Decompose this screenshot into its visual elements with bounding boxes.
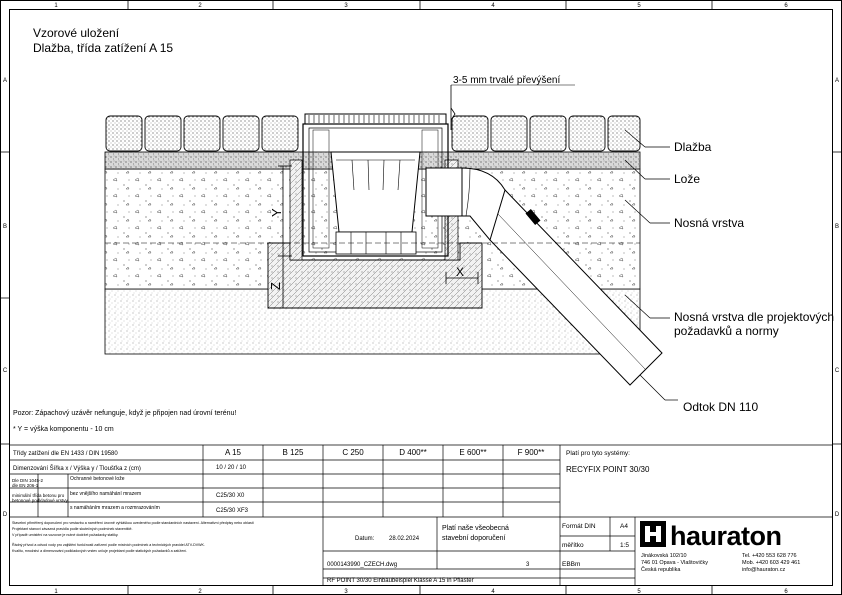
applies-line-2: stavební doporučení [442,535,506,542]
load-class-f900: F 900** [517,448,545,457]
address-line: Česká republika [641,567,681,573]
system-name: RECYFIX POINT 30/30 [566,465,650,474]
row-dims-value: 10 / 20 / 10 [216,465,247,471]
col-label: 3 [344,3,348,9]
row-label: A [2,78,8,84]
row-concrete-a: Ochranné betonové lože [70,476,125,482]
cross-section [105,75,834,414]
format-label: Formát DIN [562,523,596,530]
disclaimer [12,521,254,553]
row-label: C [834,368,840,374]
row-label: D [2,512,8,518]
note-warning: Pozor: Zápachový uzávěr nefunguje, když je připojen nad úrovní terénu! [13,410,237,417]
note-y-definition: * Y = výška komponentu - 10 cm [13,426,114,433]
row-label: C [2,368,8,374]
col-label: 1 [54,3,58,9]
load-class-c250: C 250 [342,448,364,457]
col-label: 6 [784,3,788,9]
col-label: 2 [198,589,202,595]
dim-y-label: Y [269,208,284,217]
col-label: 3 [344,589,348,595]
row-concrete-norm-1: Dle DIN 1045-2 [12,478,44,483]
row-label: B [834,224,840,230]
applies-line-1: Platí naše všeobecná [442,525,509,532]
drawing-subtitle: Dlažba, třída zatížení A 15 [33,41,174,55]
hauraton-logo [640,521,782,551]
phone-line: Tel. +420 553 628 776 [742,553,797,559]
col-label: 2 [198,3,202,9]
row-concrete-norm-2: dle EN 206-1 [12,483,39,488]
disclaimer-line: V případě umístění na vozovce je nutné dodržet požadavky statiky. [12,533,119,537]
load-class-e600: E 600** [459,448,487,457]
label-paving: Dlažba [674,140,712,154]
page-number: 3 [526,562,530,568]
col-label: 6 [784,589,788,595]
col-label: 5 [637,3,641,9]
date-value: 28.02.2024 [389,536,420,542]
for-systems-label: Platí pro tyto systémy: [566,450,630,457]
row-concrete-b-label-1: minimální třída betonu pro [12,493,65,498]
label-bedding: Lože [674,172,701,186]
row-concrete-c-class: C25/30 XF3 [216,508,249,514]
disclaimer-line: Projektant stanoví závazná pravidla podle skutečných podmínek staveniště. [12,527,133,531]
email-line: info@hauraton.cz [742,567,786,573]
label-subbase-2: požadavků a normy [674,324,779,338]
address-line: 746 01 Opava - Vlaštovičky [641,560,708,566]
row-label: D [834,512,840,518]
disclaimer-line: Kvalitu, množství a dimenzování podkladových vrstev určuje projektant podle statických požadavků a zatížení. [12,549,188,553]
row-concrete-b: bez vnějšího namáhání mrazem [70,491,142,497]
load-classes [225,448,544,457]
disclaimer-line: Řádný přívod a odvod vody pro zajištění funkčnosti zařízení podle místních podmínek a technických pravidel ATV-DVWK. [12,543,205,547]
phone-line: Mob. +420 603 429 461 [742,560,801,566]
class-header: Třídy zatížení dle EN 1433 / DIN 19580 [13,451,118,457]
col-label: 5 [637,589,641,595]
drawing-title: Vzorové uložení [33,26,120,40]
sheet-code: EBBm [562,561,581,568]
label-base: Nosná vrstva [674,216,745,230]
row-label: A [834,78,840,84]
load-class-a15: A 15 [224,448,242,457]
disclaimer-line: Stavební přiměřený doporučení pro vestavbu a naměření úrovně vyhláškou uvedeného podle standardních nastavení. Alternativní předpisy nebo oblasti [12,521,254,525]
company-name: hauraton [670,521,782,551]
load-class-d400: D 400** [399,448,427,457]
label-overheight: 3-5 mm trvalé převýšení [453,75,561,86]
col-label: 4 [491,589,495,595]
row-concrete-c: s namáháním mrazem a rozmrazováním [70,505,160,511]
date-label: Datum: [355,536,375,542]
scale-label: měřítko [562,542,584,549]
scale-value: 1:5 [620,542,630,549]
file-name: 0000143990_CZECH.dwg [327,562,398,568]
row-dims-label: Dimenzování Šířka x / Výška y / Tloušťka z (cm) [13,466,141,472]
load-class-b125: B 125 [282,448,304,457]
row-concrete-b-label-2: betonové podkladové vrstvy [12,498,68,503]
label-subbase-1: Nosná vrstva dle projektových [674,310,835,324]
format-value: A4 [620,523,628,530]
dim-x-label: X [456,265,465,279]
label-outlet: Odtok DN 110 [683,400,759,414]
address-line: Jinákovská 102/10 [641,553,687,559]
dim-z-label: Z [268,282,283,290]
drawing-description: RF POINT 30/30 Einbaubeispiel Klasse A 15 in Pflaster [327,578,474,584]
col-label: 1 [54,589,58,595]
row-concrete-b-class: C25/30 X0 [216,493,245,499]
col-label: 4 [491,3,495,9]
row-label: B [2,224,8,230]
